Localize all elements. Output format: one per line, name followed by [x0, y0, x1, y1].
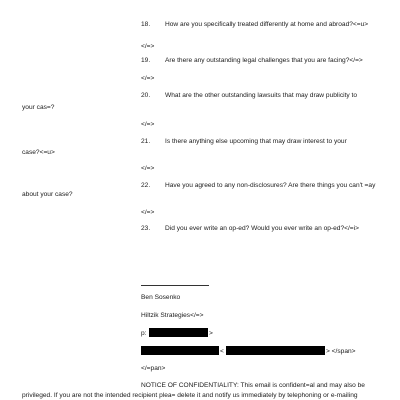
question-text: Did you ever write an op-ed? Would you ever write an op-ed?</=i>: [165, 225, 359, 232]
redaction-bar: [141, 346, 219, 355]
question-continuation: about your case?: [22, 191, 73, 198]
span-close-text: > </span>: [326, 348, 356, 355]
separator: </=>: [141, 165, 155, 172]
confidentiality-line-1: NOTICE OF CONFIDENTIALITY: This email is confident=al and may also be: [141, 382, 365, 389]
question-number: 22.: [141, 182, 151, 189]
separator: </=>: [141, 209, 155, 216]
question-continuation: case?<=u>: [22, 149, 55, 156]
span-close: </=pan>: [141, 365, 166, 372]
question-text: Is there anything else upcoming that may draw interest to your: [165, 138, 347, 145]
separator: </=>: [141, 75, 155, 82]
question-number: 23.: [141, 225, 151, 232]
lt-symbol: <: [220, 348, 224, 355]
question-continuation: your cas=?: [22, 104, 55, 111]
question-text: How are you specifically treated differently at home and abroad?<=u>: [165, 21, 369, 28]
phone-suffix: >: [209, 330, 213, 337]
signature-company: Hiltzik Strategies</=>: [141, 312, 204, 319]
question-text: Have you agreed to any non-disclosures? Are there things you can't =ay: [165, 182, 376, 189]
signature-rule: [141, 285, 209, 286]
question-text: Are there any outstanding legal challenges that you are facing?</=>: [165, 57, 363, 64]
question-number: 21.: [141, 138, 151, 145]
redaction-bar: [149, 328, 208, 337]
question-number: 18.: [141, 21, 151, 28]
signature-name: Ben Sosenko: [141, 294, 181, 301]
question-text: What are the other outstanding lawsuits that may draw publicity to: [165, 92, 358, 99]
redaction-bar: [226, 346, 325, 355]
phone-label: p:: [141, 330, 147, 337]
question-number: 20.: [141, 92, 151, 99]
question-number: 19.: [141, 57, 151, 64]
separator: </=>: [141, 43, 155, 50]
confidentiality-line-2: privileged. If you are not the intended recipient plea= delete it and notify us immediately by telephoning or e-mailing: [22, 392, 358, 399]
separator: </=>: [141, 121, 155, 128]
